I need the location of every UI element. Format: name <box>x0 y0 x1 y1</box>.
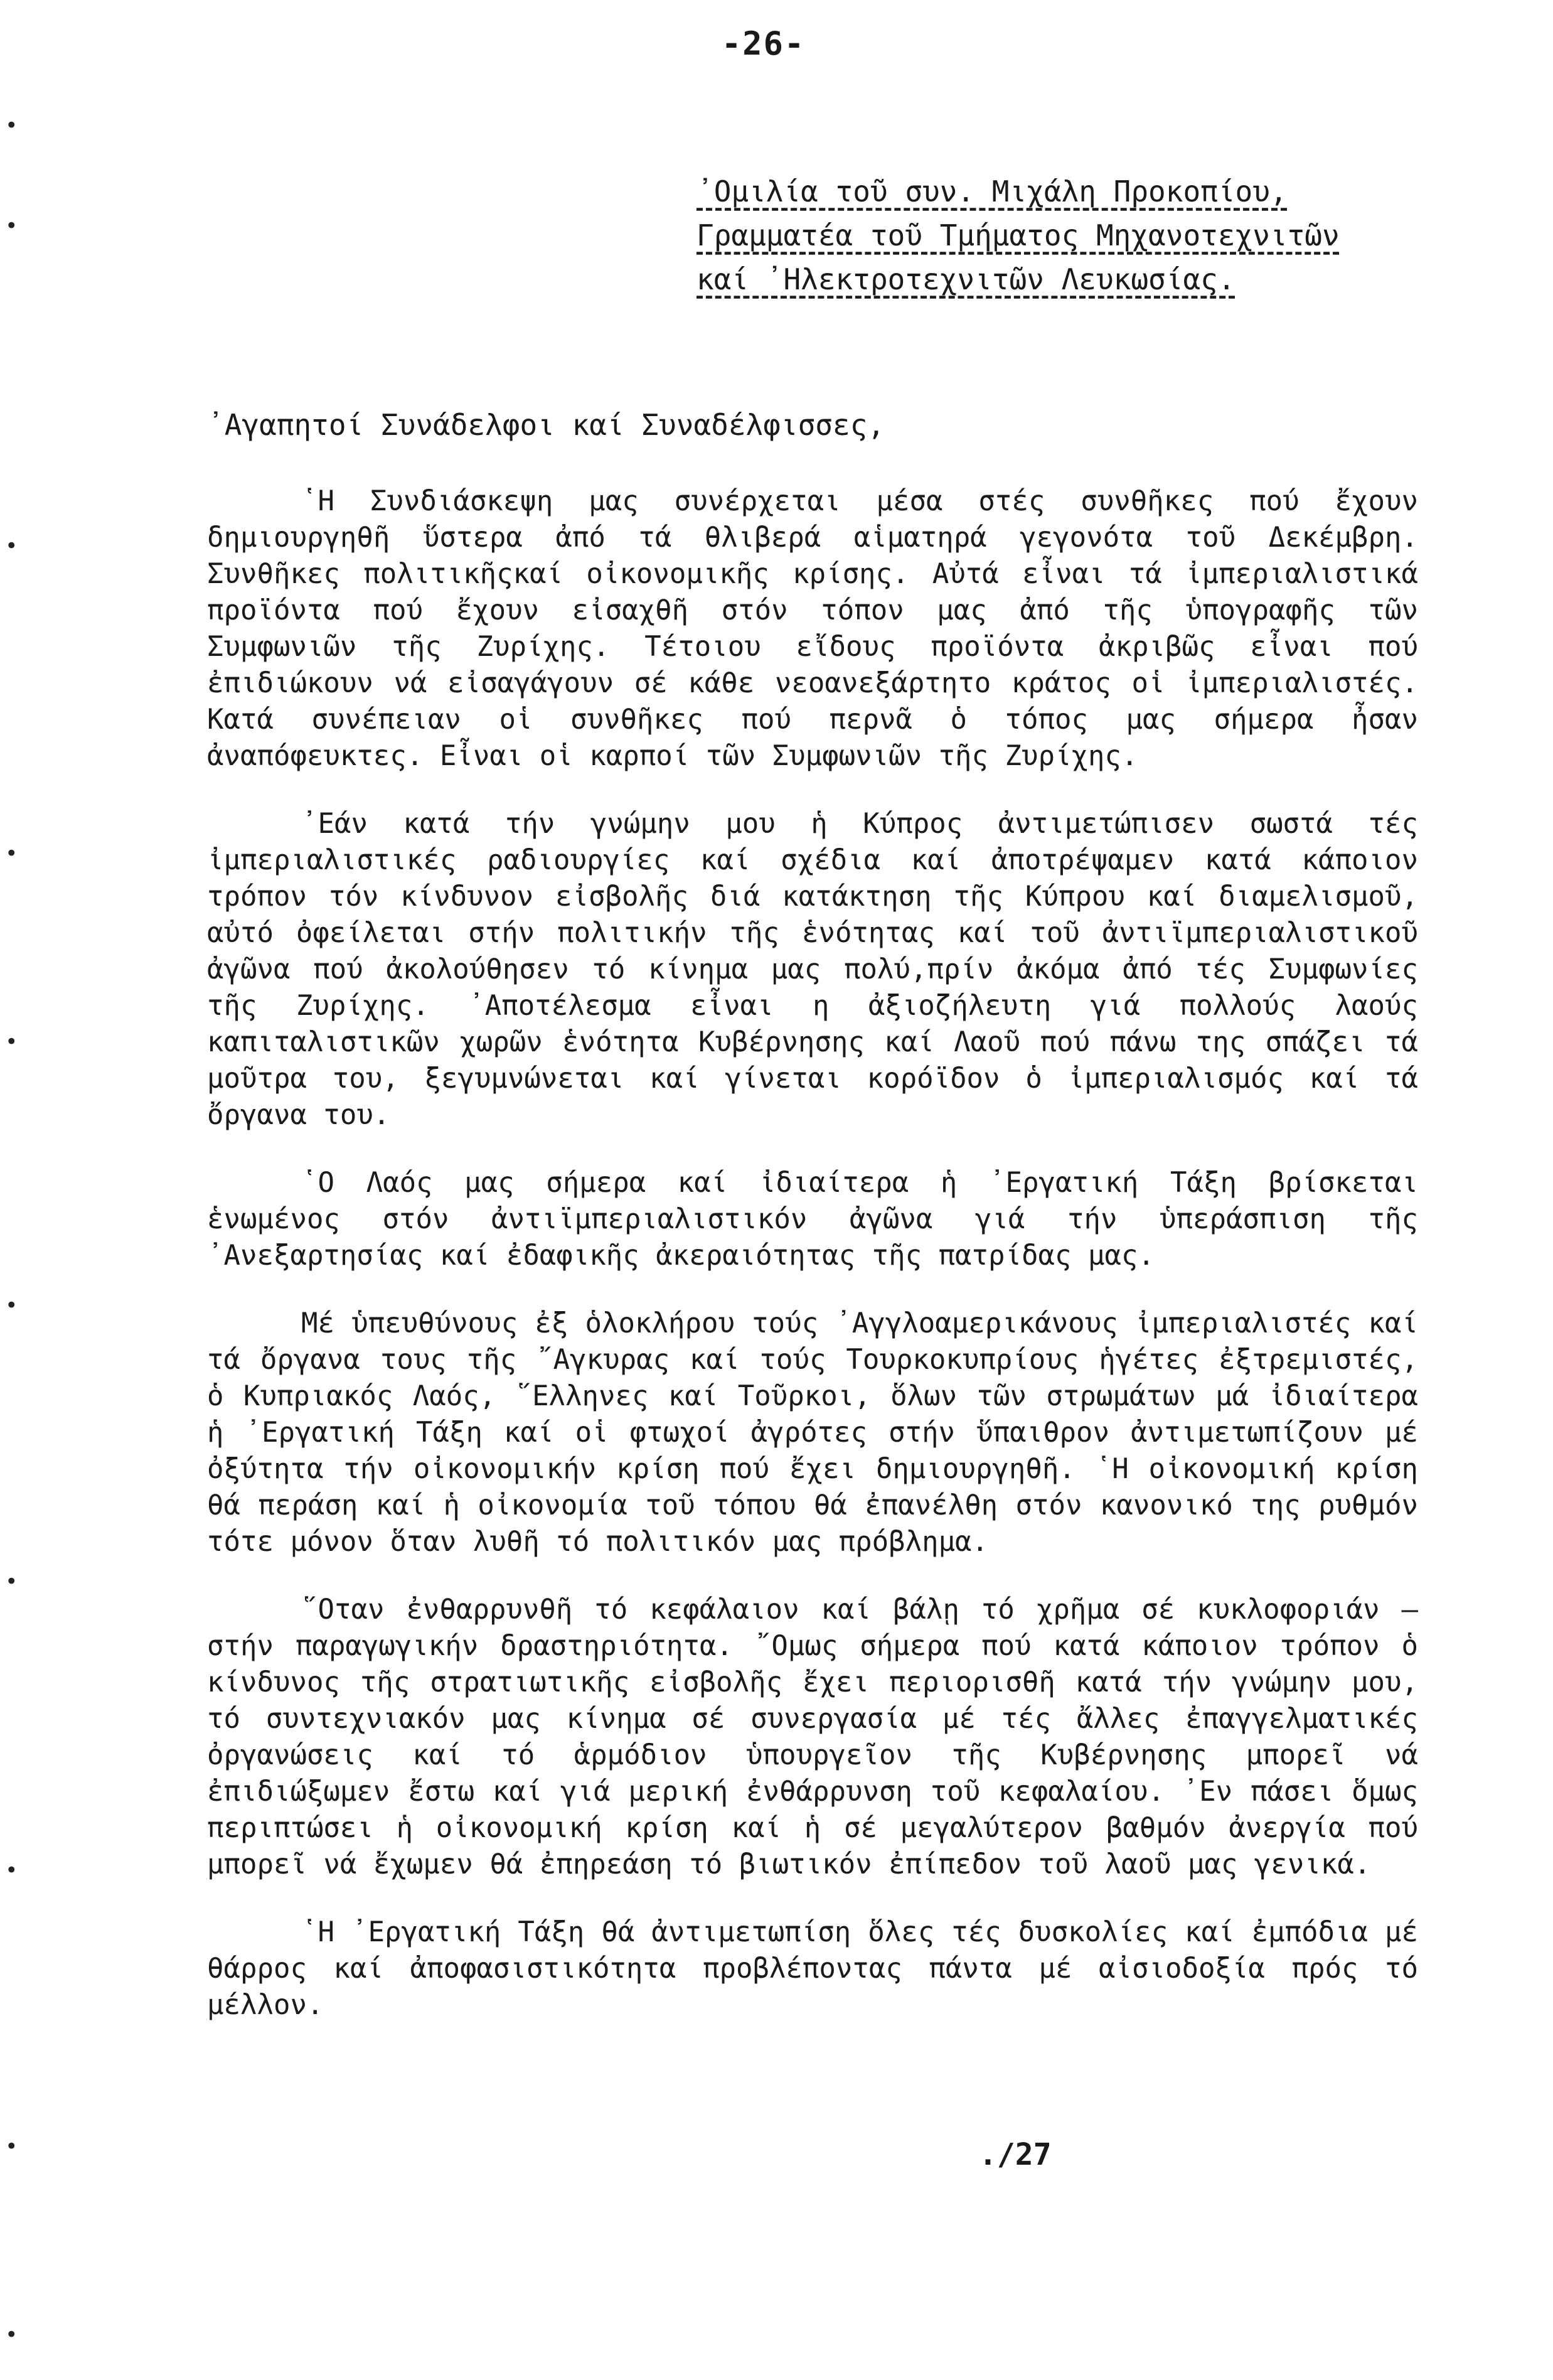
heading-line-branch: καί ᾿Ηλεκτροτεχνιτῶν Λευκωσίας. <box>696 262 1235 296</box>
page-number: -26- <box>722 25 806 63</box>
margin-dot: • <box>5 1569 18 1594</box>
margin-dot: • <box>5 213 18 239</box>
paragraph: ᾿Εάν κατά τήν γνώμην μου ἡ Κύπρος ἀντιμετώπισεν σωστά τές ἰμπεριαλιστικές ραδιουργίες καί σχέδια καί ἀποτρέψαμεν κατά κάποιον τρόπον τόν κίνδυνον εἰσβολῆς διά κατάκτηση τῆς Κύπρου καί διαμελισμοῦ, αὐτό ὀφείλεται στήν πολιτικήν τῆς ἑνότητας καί τοῦ ἀντιϊμπεριαλιστικοῦ ἀγῶνα πού ἀκολούθησεν τό κίνημα μας πολύ,πρίν ἀκόμα ἀπό τές Συμφωνίες τῆς Ζυρίχης. ᾿Αποτέλεσμα εἶναι η ἀξιοζήλευτη γιά πολλούς λαούς καπιταλιστικῶν χωρῶν ἑνότητα Κυβέρνησης καί Λαοῦ πού πάνω της σπάζει τά μοῦτρα του, ξεγυμνώνεται καί γίνεται κορόϊδον ὁ ἰμπεριαλισμός καί τά ὄργανα του. <box>207 808 1418 1131</box>
margin-dot: • <box>5 533 18 559</box>
paragraph: ῞Οταν ἐνθαρρυνθῆ τό κεφάλαιον καί βάλῃ τό χρῆμα σέ κυκλοφοριάν – στήν παραγωγικήν δραστηριότητα. ῎Ομως σήμερα πού κατά κάποιον τρόπον ὁ κίνδυνος τῆς στρατιωτικῆς εἰσβολῆς ἔχει περιορισθῆ κατά τήν γνώμην μου, τό συντεχνιακόν μας κίνημα σέ συνεργασία μέ τές ἄλλες ἐπαγγελματικές ὀργανώσεις καί τό ἁρμόδιον ὑπουργεῖον τῆς Κυβέρνησης μπορεῖ νά ἐπιδιώξωμεν ἔστω καί γιά μερική ἐνθάρρυνση τοῦ κεφαλαίου. ᾿Εν πάσει ὅμως περιπτώσει ἡ οἰκονομική κρίση καί ἡ σέ μεγαλύτερον βαθμόν ἀνεργία πού μπορεῖ νά ἔχωμεν θά ἐπηρεάση τό βιωτικόν ἐπίπεδον τοῦ λαοῦ μας γενικά. <box>207 1594 1418 1880</box>
margin-dot: • <box>5 841 18 866</box>
margin-dot: • <box>5 1858 18 1883</box>
paragraph: ῾Η ᾿Εργατική Τάξη θά ἀντιμετωπίση ὅλες τές δυσκολίες καί ἐμπόδια μέ θάρρος καί ἀποφασιστικότητα προβλέποντας πάντα μέ αἰσιοδοξία πρός τό μέλλον. <box>207 1916 1418 2021</box>
heading-line-speaker: ᾿Ομιλία τοῦ συν. Μιχάλη Προκοπίου, <box>696 174 1288 208</box>
next-page-mark: ./27 <box>979 2137 1052 2172</box>
paragraph: Μέ ὑπευθύνους ἐξ ὁλοκλήρου τούς ᾿Αγγλοαμερικάνους ἰμπεριαλιστές καί τά ὄργανα τους τῆς ῎Αγκυρας καί τούς Τουρκοκυπρίους ἡγέτες ἐξτρεμιστές, ὁ Κυπριακός Λαός, ῞Ελληνες καί Τοῦρκοι, ὅλων τῶν στρωμάτων μά ἰδιαίτερα ἡ ᾿Εργατική Τάξη καί οἱ φτωχοί ἀγρότες στήν ὕπαιθρον ἀντιμετωπίζουν μέ ὀξύτητα τήν οἰκονομικήν κρίση πού ἔχει δημιουργηθῆ. ῾Η οἰκονομική κρίση θά περάση καί ἡ οἰκονομία τοῦ τόπου θά ἐπανέλθη στόν κανονικό της ρυθμόν τότε μόνον ὅταν λυθῆ τό πολιτικόν μας πρόβλημα. <box>207 1307 1418 1558</box>
heading-line-title: Γραμματέα τοῦ Τμήματος Μηχανοτεχνιτῶν <box>696 218 1340 252</box>
margin-dot: • <box>5 2322 18 2347</box>
margin-dot: • <box>5 1029 18 1054</box>
margin-dot: • <box>5 113 18 138</box>
margin-dot: • <box>5 2134 18 2159</box>
paragraph: ῾Η Συνδιάσκεψη μας συνέρχεται μέσα στές συνθῆκες πού ἔχουν δημιουργηθῆ ὕστερα ἀπό τά θλιβερά αἱματηρά γεγονότα τοῦ Δεκέμβρη. Συνθῆκες πολιτικῆςκαί οἰκονομικῆς κρίσης. Αὐτά εἶναι τά ἰμπεριαλιστικά προϊόντα πού ἔχουν εἰσαχθῆ στόν τόπον μας ἀπό τῆς ὑπογραφῆς τῶν Συμφωνιῶν τῆς Ζυρίχης. Τέτοιου εἴδους προϊόντα ἀκριβῶς εἶναι πού ἐπιδιώκουν νά εἰσαγάγουν σέ κάθε νεοανεξάρτητο κράτος οἱ ἰμπεριαλιστές. Κατά συνέπειαν οἱ συνθῆκες πού περνᾶ ὁ τόπος μας σήμερα ἦσαν ἀναπόφευκτες. Εἶναι οἱ καρποί τῶν Συμφωνιῶν τῆς Ζυρίχης. <box>207 485 1418 772</box>
margin-dot: • <box>5 1293 18 1318</box>
speech-heading <box>696 169 1340 301</box>
salutation: ᾿Αγαπητοί Συνάδελφοι καί Συναδέλφισσες, <box>207 408 885 442</box>
speech-body <box>207 483 1418 2055</box>
paragraph: ῾Ο Λαός μας σήμερα καί ἰδιαίτερα ἡ ᾿Εργατική Τάξη βρίσκεται ἑνωμένος στόν ἀντιϊμπεριαλιστικόν ἀγῶνα γιά τήν ὑπεράσπιση τῆς ᾿Ανεξαρτησίας καί ἐδαφικῆς ἀκεραιότητας τῆς πατρίδας μας. <box>207 1167 1418 1272</box>
